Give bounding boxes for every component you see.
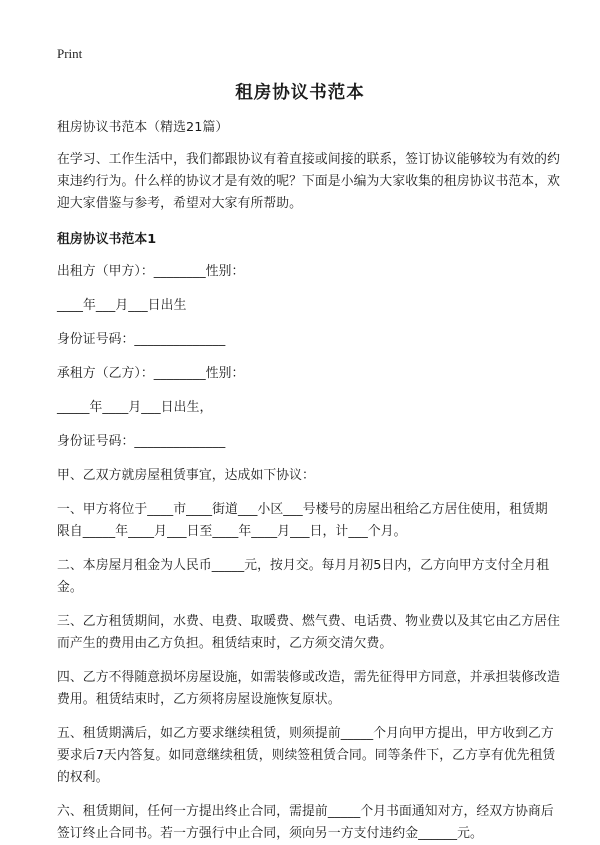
- clause-2: 二、本房屋月租金为人民币_____元，按月交。每月月初5日内，乙方向甲方支付全月租金。: [57, 558, 550, 595]
- agreement-intro: 甲、乙双方就房屋租赁事宜，达成如下协议：: [57, 468, 315, 483]
- clause-5: 五、租赁期满后，如乙方要求继续租赁，则须提前_____个月向甲方提出，甲方收到乙方要求后7天内答复。如同意继续租赁，则续签租赁合同。同等条件下，乙方享有优先租赁的权利。: [57, 726, 556, 785]
- intro-paragraph: 在学习、工作生活中，我们都跟协议有着直接或间接的联系，签订协议能够较为有效的约束违约行为。什么样的协议才是有效的呢？下面是小编为大家收集的租房协议书范本，欢迎大家借鉴与参考，希望对大家有所帮助。: [57, 152, 560, 211]
- lessee-id-line: 身份证号码：______________: [57, 434, 226, 449]
- clause-4: 四、乙方不得随意损坏房屋设施，如需装修或改造，需先征得甲方同意，并承担装修改造费用。租赁结束时，乙方须将房屋设施恢复原状。: [57, 670, 560, 707]
- clause-1: 一、甲方将位于____市____街道___小区___号楼号的房屋出租给乙方居住使用，租赁期限自_____年____月___日至____年____月___日，计___个月。: [57, 502, 548, 539]
- document-subtitle: 租房协议书范本（精选21篇）: [57, 120, 229, 135]
- lessor-birth-line: ____年___月___日出生: [57, 298, 187, 313]
- document-body: [57, 117, 560, 845]
- lessee-line: 承租方（乙方）：________性别：: [57, 366, 245, 381]
- clause-6: 六、租赁期间，任何一方提出终止合同，需提前_____个月书面通知对方，经双方协商后签订终止合同书。若一方强行中止合同，须向另一方支付违约金______元。: [57, 804, 554, 841]
- lessee-birth-line: _____年____月___日出生，: [57, 400, 213, 415]
- document-title: 租房协议书范本: [235, 83, 365, 103]
- clause-3: 三、乙方租赁期间，水费、电费、取暖费、燃气费、电话费、物业费以及其它由乙方居住而产生的费用由乙方负担。租赁结束时，乙方须交清欠费。: [57, 614, 560, 651]
- print-link[interactable]: Print: [57, 46, 83, 61]
- section-heading: 租房协议书范本1: [57, 232, 157, 247]
- lessor-line: 出租方（甲方）：________性别：: [57, 264, 245, 279]
- lessor-id-line: 身份证号码：______________: [57, 332, 226, 347]
